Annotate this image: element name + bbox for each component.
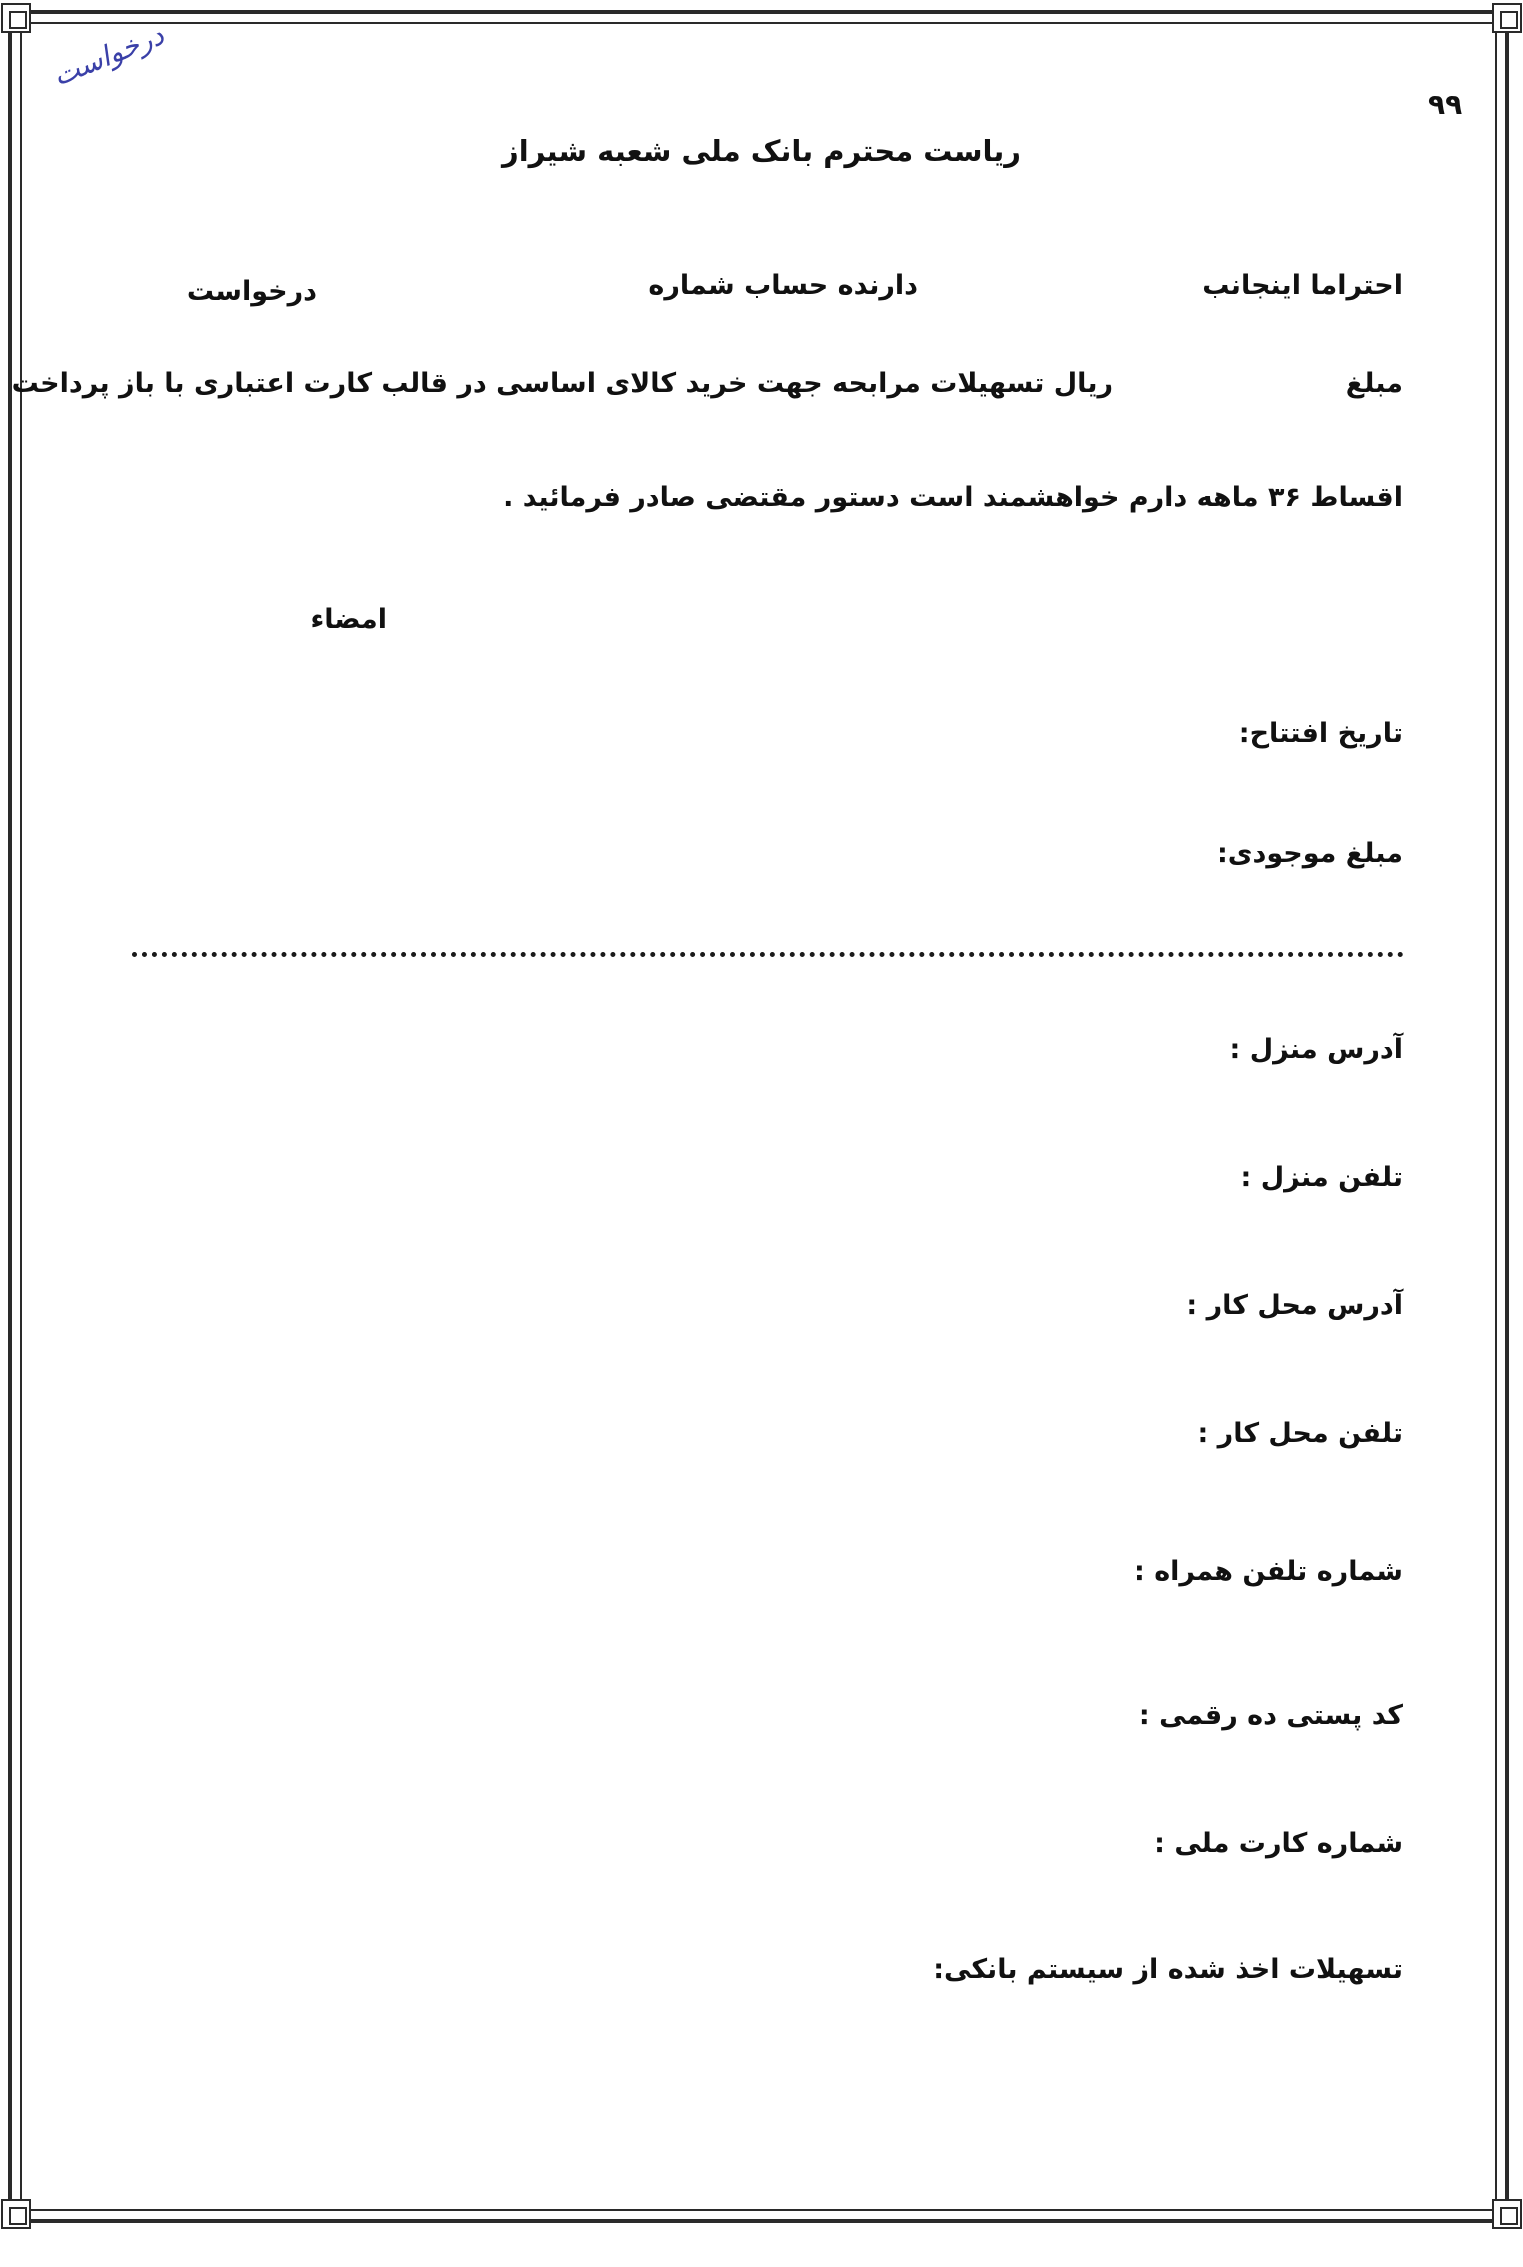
page-number: ۹۹ bbox=[1428, 88, 1463, 121]
request-line1-middle: دارنده حساب شماره bbox=[648, 270, 918, 301]
handwritten-note: درخواست bbox=[48, 18, 169, 93]
request-line1-end: درخواست bbox=[186, 276, 317, 307]
section-divider bbox=[132, 952, 1404, 957]
page-border-inner bbox=[20, 22, 1497, 2211]
balance-label: مبلغ موجودی: bbox=[1216, 838, 1403, 869]
national-id-label: شماره کارت ملی : bbox=[1154, 1828, 1403, 1859]
signature-label: امضاء bbox=[310, 604, 387, 635]
postal-code-label: کد پستی ده رقمی : bbox=[1138, 1700, 1403, 1731]
home-phone-label: تلفن منزل : bbox=[1240, 1162, 1403, 1193]
work-address-label: آدرس محل کار : bbox=[1186, 1290, 1403, 1321]
corner-ornament-top-right bbox=[1492, 3, 1522, 33]
letter-title: ریاست محترم بانک ملی شعبه شیراز bbox=[502, 134, 1021, 168]
facilities-label: تسهیلات اخذ شده از سیستم بانکی: bbox=[933, 1954, 1403, 1985]
corner-ornament-bottom-left bbox=[1, 2199, 31, 2229]
opening-date-label: تاریخ افتتاح: bbox=[1238, 718, 1403, 749]
request-line2-rest: ریال تسهیلات مرابحه جهت خرید کالای اساسی در قالب کارت اعتباری با باز پرداخت bbox=[11, 368, 1113, 399]
request-line3: اقساط ۳۶ ماهه دارم خواهشمند است دستور مقتضی صادر فرمائید . bbox=[503, 482, 1403, 513]
request-line2-start: مبلغ bbox=[1345, 368, 1403, 399]
request-line1-start: احتراما اینجانب bbox=[1202, 270, 1403, 301]
home-address-label: آدرس منزل : bbox=[1229, 1034, 1403, 1065]
corner-ornament-top-left bbox=[1, 3, 31, 33]
mobile-label: شماره تلفن همراه : bbox=[1134, 1556, 1403, 1587]
corner-ornament-bottom-right bbox=[1492, 2199, 1522, 2229]
work-phone-label: تلفن محل کار : bbox=[1197, 1418, 1403, 1449]
